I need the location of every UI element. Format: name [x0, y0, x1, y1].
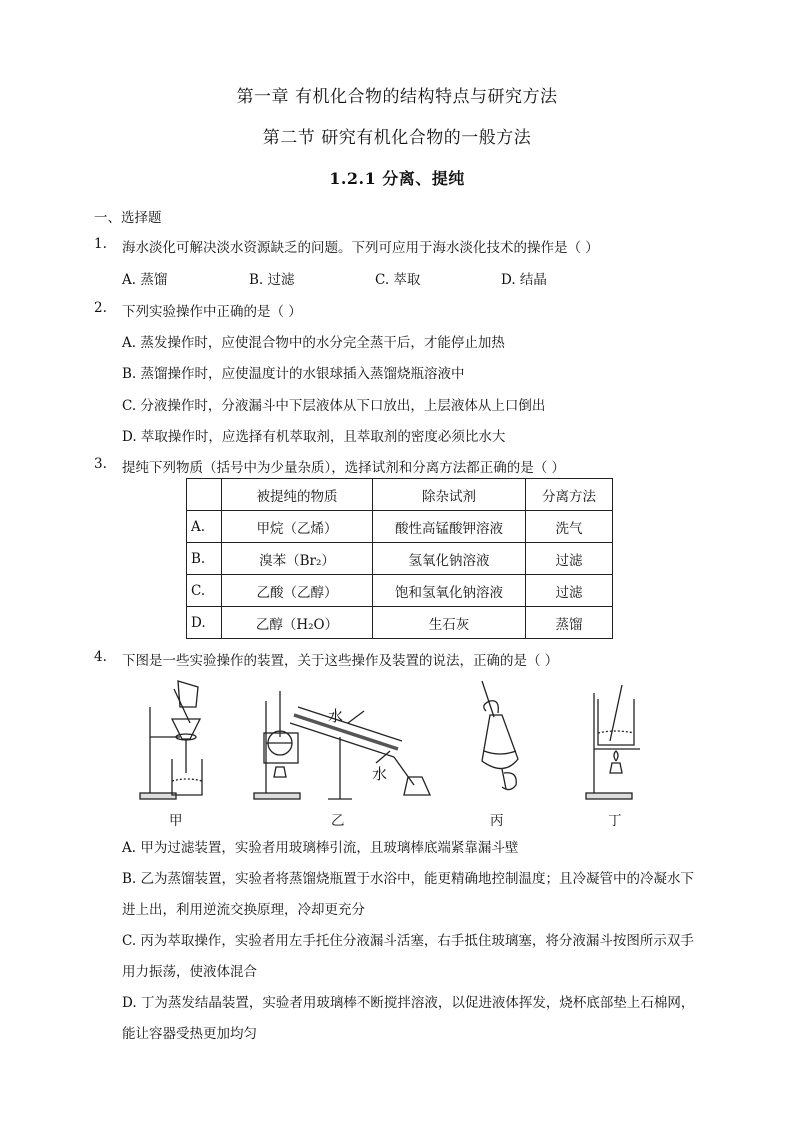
distillation-apparatus-figure: [244, 677, 440, 805]
q1-option-d: D. 结晶: [501, 272, 547, 288]
table-cell: 乙醇（H₂O）: [222, 607, 373, 639]
q3-table: [186, 478, 613, 639]
q3-number: 3.: [94, 456, 107, 472]
q1-option-b: B. 过滤: [249, 272, 295, 288]
water-inlet-label: 水: [328, 709, 344, 725]
section-title: 第二节 研究有机化合物的一般方法: [262, 128, 532, 148]
table-header-cell: 除杂试剂: [373, 479, 526, 511]
table-cell: A.: [187, 511, 222, 543]
evaporation-apparatus-figure: [582, 677, 652, 805]
q4-text: 下图是一些实验操作的装置，关于这些操作及装置的说法，正确的是（ ）: [122, 653, 559, 669]
q4-option-a: A. 甲为过滤装置，实验者用玻璃棒引流，且玻璃棒底端紧靠漏斗壁: [122, 840, 519, 856]
table-cell: 生石灰: [373, 607, 526, 639]
q2-text: 下列实验操作中正确的是（ ）: [122, 304, 302, 320]
table-cell: D.: [187, 607, 222, 639]
chapter-title: 第一章 有机化合物的结构特点与研究方法: [236, 87, 558, 107]
q1-number: 1.: [94, 236, 107, 252]
q3-text: 提纯下列物质（括号中为少量杂质），选择试剂和分离方法都正确的是（ ）: [122, 460, 566, 476]
table-cell: C.: [187, 575, 222, 607]
figure-label-ding: 丁: [608, 813, 622, 829]
extraction-apparatus-figure: [460, 677, 532, 805]
table-row: [187, 511, 613, 543]
table-row: [187, 543, 613, 575]
q4-option-b: B. 乙为蒸馏装置，实验者将蒸馏烧瓶置于水浴中，能更精确地控制温度；且冷凝管中的冷凝水下进上出，利用逆流交换原理，冷却更充分: [122, 871, 695, 918]
table-cell: 饱和氢氧化钠溶液: [373, 575, 526, 607]
q2-option-a: A. 蒸发操作时，应使混合物中的水分完全蒸干后，才能停止加热: [122, 335, 505, 351]
table-row: [187, 575, 613, 607]
figure-label-bing: 丙: [490, 813, 504, 829]
table-cell: 过滤: [526, 575, 613, 607]
table-cell: 甲烷（乙烯）: [222, 511, 373, 543]
table-cell: B.: [187, 543, 222, 575]
q2-option-c: C. 分液操作时，分液漏斗中下层液体从下口放出，上层液体从上口倒出: [122, 398, 546, 414]
table-cell: 溴苯（Br₂）: [222, 543, 373, 575]
table-row: [187, 607, 613, 639]
table-cell: 氢氧化钠溶液: [373, 543, 526, 575]
q2-option-b: B. 蒸馏操作时，应使温度计的水银球插入蒸馏烧瓶溶液中: [122, 366, 465, 382]
q4-number: 4.: [94, 649, 107, 665]
q1-option-c: C. 萃取: [375, 272, 421, 288]
figure-label-jia: 甲: [169, 813, 183, 829]
table-header-row: [187, 479, 613, 511]
table-cell: 过滤: [526, 543, 613, 575]
q4-option-c: C. 丙为萃取操作，实验者用左手托住分液漏斗活塞，右手抵住玻璃塞，将分液漏斗按图所示双手用力振荡，使液体混合: [122, 933, 694, 980]
table-header-cell: [187, 479, 222, 511]
figure-label-yi: 乙: [331, 813, 345, 829]
filtration-apparatus-figure: [132, 677, 222, 805]
q2-number: 2.: [94, 300, 107, 316]
q1-option-a: A. 蒸馏: [122, 272, 168, 288]
table-cell: 洗气: [526, 511, 613, 543]
question-type-heading: 一、选择题: [94, 210, 162, 226]
table-header-cell: 被提纯的物质: [222, 479, 373, 511]
q4-option-d: D. 丁为蒸发结晶装置，实验者用玻璃棒不断搅拌溶液，以促进液体挥发，烧杯底部垫上石棉网，能让容器受热更加均匀: [122, 995, 695, 1042]
lesson-title: 1.2.1 分离、提纯: [329, 169, 465, 188]
q2-option-d: D. 萃取操作时，应选择有机萃取剂，且萃取剂的密度必须比水大: [122, 429, 506, 445]
table-header-cell: 分离方法: [526, 479, 613, 511]
water-outlet-label: 水: [372, 767, 388, 783]
table-cell: 蒸馏: [526, 607, 613, 639]
q1-text: 海水淡化可解决淡水资源缺乏的问题。下列可应用于海水淡化技术的操作是（ ）: [122, 240, 599, 256]
table-cell: 酸性高锰酸钾溶液: [373, 511, 526, 543]
table-cell: 乙酸（乙醇）: [222, 575, 373, 607]
